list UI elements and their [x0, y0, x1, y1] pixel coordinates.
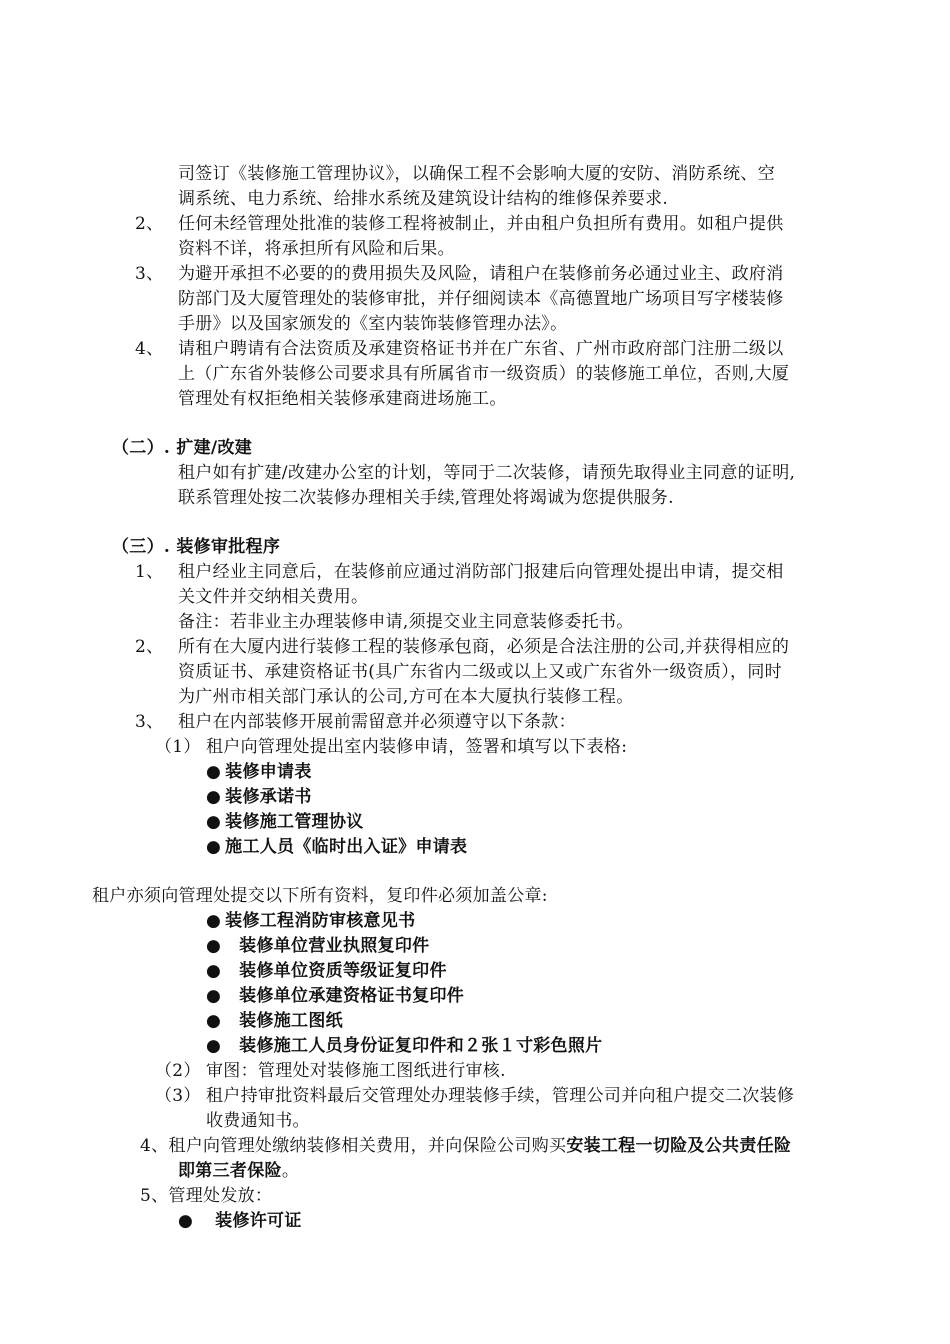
- item-4-line-1: 请租户聘请有合法资质及承建资格证书并在广东省、广州市政府部门注册二级以: [178, 339, 784, 359]
- s3-item-5-text: 5、管理处发放：: [140, 1186, 273, 1206]
- sub-2-number: （2）: [155, 1061, 201, 1081]
- s3-item-1-line-2: 关文件并交纳相关费用。: [178, 587, 369, 607]
- section-2-line-2: 联系管理处按二次装修办理相关手续,管理处将竭诚为您提供服务.: [178, 488, 674, 508]
- item-4-line-2: 上（广东省外装修公司要求具有所属省市一级资质）的装修施工单位，否则,大厦: [178, 364, 790, 384]
- form-item: ● 装修承诺书: [206, 787, 312, 807]
- sub-3-line-1: 租户持审批资料最后交管理处办理装修手续，管理公司并向租户提交二次装修: [206, 1086, 795, 1106]
- item-3-line-2: 防部门及大厦管理处的装修审批，并仔细阅读本《高德置地广场项目写字楼装修: [178, 289, 784, 309]
- bullet-icon: ●: [206, 961, 222, 981]
- s3-item-1-line-1: 租户经业主同意后，在装修前应通过消防部门报建后向管理处提出申请，提交相: [178, 562, 784, 582]
- doc-item: ● 装修单位营业执照复印件: [206, 936, 430, 956]
- s3-item-2-line-1: 所有在大厦内进行装修工程的装修承包商，必须是合法注册的公司,并获得相应的: [178, 637, 790, 657]
- bullet-icon: ●: [206, 837, 222, 857]
- sub-1-text: 租户向管理处提出室内装修申请，签署和填写以下表格:: [206, 737, 628, 757]
- bullet-icon: ●: [206, 911, 222, 931]
- docs-intro: 租户亦须向管理处提交以下所有资料，复印件必须加盖公章:: [92, 886, 548, 906]
- s3-item-1-note: 备注：若非业主办理装修申请,须提交业主同意装修委托书。: [178, 612, 634, 632]
- doc-item: ● 装修施工图纸: [206, 1011, 343, 1031]
- doc-item: ● 装修工程消防审核意见书: [206, 911, 416, 931]
- bullet-icon: ●: [206, 936, 222, 956]
- s3-item-3-number: 3、: [135, 712, 164, 732]
- s3-item-2-line-2: 资质证书、承建资格证书(具广东省内二级或以上又或广东省外一级资质），同时: [178, 662, 782, 682]
- s3-item-2-line-3: 为广州市相关部门承认的公司,方可在本大厦执行装修工程。: [178, 687, 634, 707]
- section-2-line-1: 租户如有扩建/改建办公室的计划，等同于二次装修，请预先取得业主同意的证明,: [178, 463, 796, 483]
- item-4-number: 4、: [135, 339, 164, 359]
- form-item: ● 施工人员《临时出入证》申请表: [206, 837, 468, 857]
- item-2-line-2: 资料不详，将承担所有风险和后果。: [178, 239, 455, 259]
- doc-item: ● 装修施工人员身份证复印件和２张１寸彩色照片: [206, 1036, 603, 1056]
- item-3-line-3: 手册》以及国家颁发的《室内装饰装修管理办法》。: [178, 314, 568, 334]
- intro-line-2: 调系统、电力系统、给排水系统及建筑设计结构的维修保养要求.: [178, 189, 669, 209]
- s3-item-4-line-2: 即第三者保险。: [178, 1161, 300, 1181]
- bullet-icon: ●: [206, 762, 222, 782]
- bullet-icon: ●: [206, 1036, 222, 1056]
- permit-item: ● 装修许可证: [178, 1211, 302, 1231]
- form-item: ● 装修申请表: [206, 762, 312, 782]
- section-2-heading: （二）. 扩建/改建: [112, 438, 253, 458]
- s3-item-3-text: 租户在内部装修开展前需留意并必须遵守以下条款：: [178, 712, 576, 732]
- item-2-line-1: 任何未经管理处批准的装修工程将被制止，并由租户负担所有费用。如租户提供: [178, 214, 784, 234]
- bullet-icon: ●: [206, 986, 222, 1006]
- insurance-emphasis-2: 即第三者保险: [178, 1161, 282, 1181]
- doc-item: ● 装修单位承建资格证书复印件: [206, 986, 465, 1006]
- item-2-number: 2、: [135, 214, 164, 234]
- sub-1-number: （1）: [155, 737, 201, 757]
- intro-line-1: 司签订《装修施工管理协议》，以确保工程不会影响大厦的安防、消防系统、空: [178, 164, 775, 184]
- item-4-line-3: 管理处有权拒绝相关装修承建商进场施工。: [178, 389, 507, 409]
- insurance-emphasis: 安装工程一切险及公共责任险: [566, 1136, 792, 1156]
- item-3-number: 3、: [135, 264, 164, 284]
- s3-item-2-number: 2、: [135, 637, 164, 657]
- sub-3-number: （3）: [155, 1086, 201, 1106]
- bullet-icon: ●: [206, 1011, 222, 1031]
- bullet-icon: ●: [206, 812, 222, 832]
- bullet-icon: ●: [206, 787, 222, 807]
- sub-2-text: 审图：管理处对装修施工图纸进行审核.: [206, 1061, 506, 1081]
- section-3-heading: （三）. 装修审批程序: [112, 537, 281, 557]
- item-3-line-1: 为避开承担不必要的的费用损失及风险，请租户在装修前务必通过业主、政府消: [178, 264, 784, 284]
- s3-item-4-line-1: 4、租户向管理处缴纳装修相关费用，并向保险公司购买安装工程一切险及公共责任险: [140, 1136, 792, 1156]
- sub-3-line-2: 收费通知书。: [206, 1111, 310, 1131]
- bullet-icon: ●: [178, 1211, 194, 1231]
- s3-item-1-number: 1、: [135, 562, 164, 582]
- form-item: ● 装修施工管理协议: [206, 812, 364, 832]
- doc-item: ● 装修单位资质等级证复印件: [206, 961, 447, 981]
